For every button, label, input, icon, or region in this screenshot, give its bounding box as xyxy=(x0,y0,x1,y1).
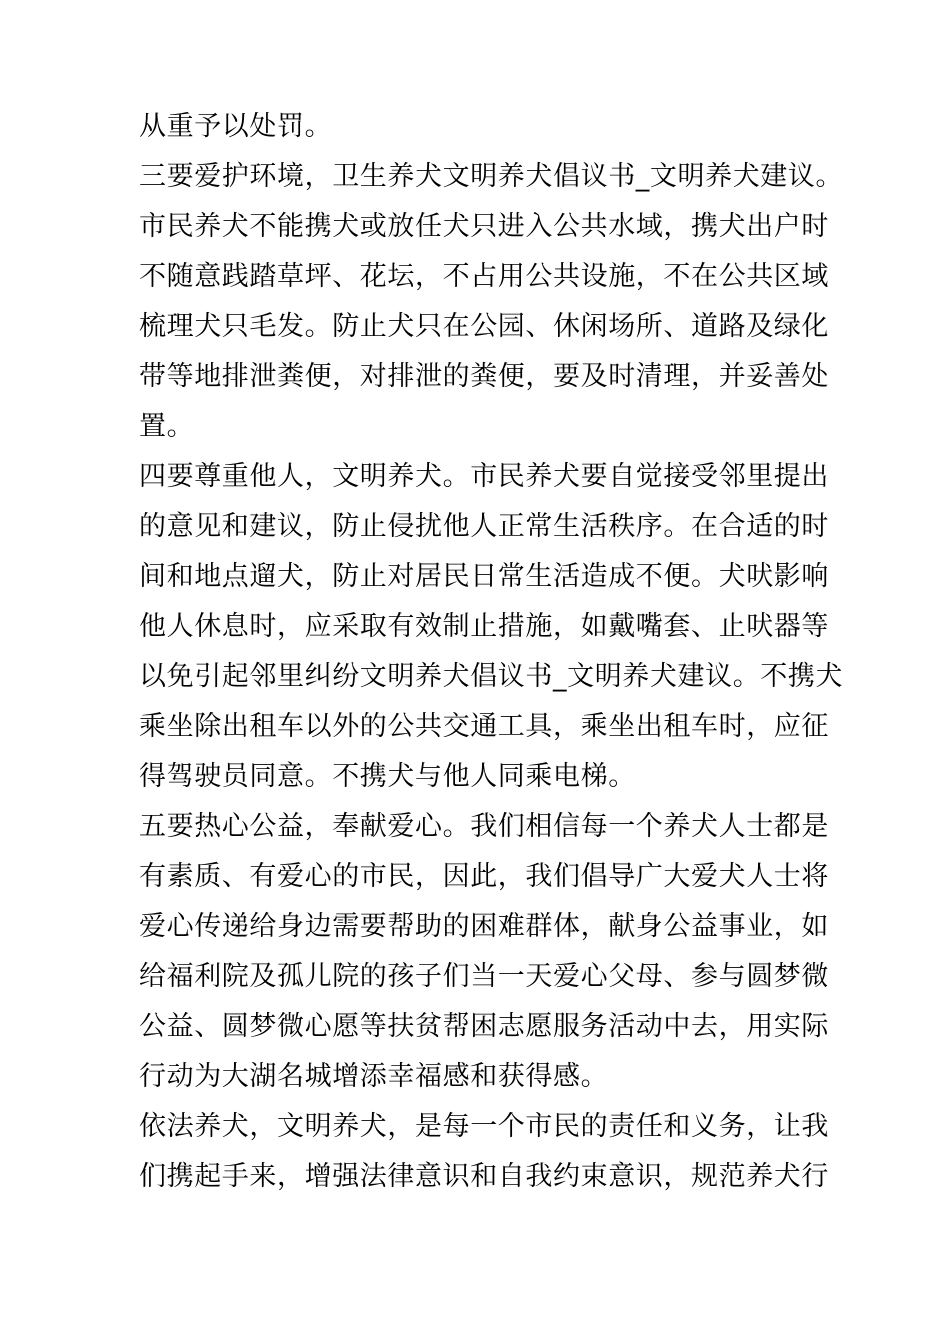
text-line: 三要爱护环境，卫生养犬文明养犬倡议书_文明养犬建议。 xyxy=(139,161,844,192)
text-line: 依法养犬，文明养犬，是每一个市民的责任和义务，让我 xyxy=(139,1111,829,1142)
text-line: 给福利院及孤儿院的孩子们当一天爱心父母、参与圆梦微 xyxy=(139,961,829,992)
text-line: 从重予以处罚。 xyxy=(139,111,333,142)
text-line: 他人休息时，应采取有效制止措施，如戴嘴套、止吠器等 xyxy=(139,611,829,642)
text-line: 五要热心公益，奉献爱心。我们相信每一个养犬人士都是 xyxy=(139,811,829,842)
text-line: 不随意践踏草坪、花坛，不占用公共设施，不在公共区域 xyxy=(139,261,829,292)
text-line: 以免引起邻里纠纷文明养犬倡议书_文明养犬建议。不携犬 xyxy=(139,661,844,692)
text-line: 得驾驶员同意。不携犬与他人同乘电梯。 xyxy=(139,761,636,792)
text-line: 四要尊重他人，文明养犬。市民养犬要自觉接受邻里提出 xyxy=(139,461,829,492)
text-line: 市民养犬不能携犬或放任犬只进入公共水域，携犬出户时 xyxy=(139,211,829,242)
text-line: 爱心传递给身边需要帮助的困难群体，献身公益事业，如 xyxy=(139,911,829,942)
text-line: 置。 xyxy=(139,411,195,442)
text-line: 行动为大湖名城增添幸福感和获得感。 xyxy=(139,1061,609,1092)
text-line: 乘坐除出租车以外的公共交通工具，乘坐出租车时，应征 xyxy=(139,711,829,742)
document-body xyxy=(139,102,844,1202)
text-line: 公益、圆梦微心愿等扶贫帮困志愿服务活动中去，用实际 xyxy=(139,1011,829,1042)
text-line: 间和地点遛犬，防止对居民日常生活造成不便。犬吠影响 xyxy=(139,561,829,592)
text-line: 们携起手来，增强法律意识和自我约束意识，规范养犬行 xyxy=(139,1161,829,1192)
text-line: 的意见和建议，防止侵扰他人正常生活秩序。在合适的时 xyxy=(139,511,829,542)
text-line: 梳理犬只毛发。防止犬只在公园、休闲场所、道路及绿化 xyxy=(139,311,829,342)
text-line: 带等地排泄粪便，对排泄的粪便，要及时清理，并妥善处 xyxy=(139,361,829,392)
text-line: 有素质、有爱心的市民，因此，我们倡导广大爱犬人士将 xyxy=(139,861,829,892)
